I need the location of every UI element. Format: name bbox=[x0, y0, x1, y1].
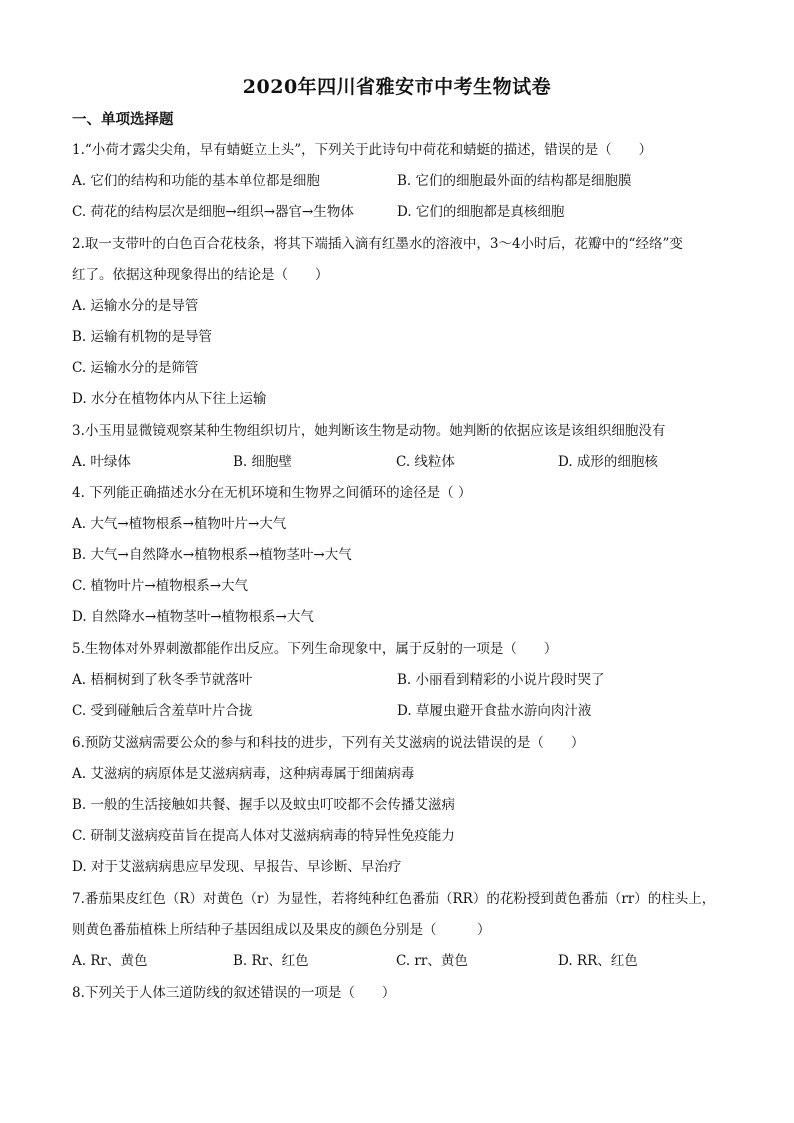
question-6-option-d: D. 对于艾滋病病患应早发现、早报告、早诊断、早治疗 bbox=[72, 859, 402, 875]
question-5-stem: 5.生物体对外界刺激都能作出反应。下列生命现象中，属于反射的一项是（ ） bbox=[72, 641, 558, 657]
page-title: 2020年四川省雅安市中考生物试卷 bbox=[242, 76, 552, 98]
question-7-stem-line-1: 7.番茄果皮红色（R）对黄色（r）为显性，若将纯种红色番茄（RR）的花粉授到黄色番茄（rr）的柱头上， bbox=[72, 891, 716, 907]
question-2-option-b: B. 运输有机物的是导管 bbox=[72, 329, 213, 345]
question-4-stem: 4. 下列能正确描述水分在无机环境和生物界之间循环的途径是（ ） bbox=[72, 485, 472, 501]
question-1-options-row-2 bbox=[72, 203, 732, 221]
question-3-option-d: D. 成形的细胞核 bbox=[558, 454, 658, 470]
question-2-option-c: C. 运输水分的是筛管 bbox=[72, 360, 199, 376]
question-4-option-c: C. 植物叶片→植物根系→大气 bbox=[72, 578, 249, 594]
question-5-option-c: C. 受到碰触后含羞草叶片合拢 bbox=[72, 703, 253, 719]
section-heading: 一、单项选择题 bbox=[72, 111, 174, 128]
question-1-option-a: A. 它们的结构和功能的基本单位都是细胞 bbox=[72, 173, 320, 189]
question-4-option-b: B. 大气→自然降水→植物根系→植物茎叶→大气 bbox=[72, 547, 352, 563]
question-1-option-c: C. 荷花的结构层次是细胞→组织→器官→生物体 bbox=[72, 204, 354, 220]
question-7-options-row bbox=[72, 952, 732, 970]
question-8-stem: 8.下列关于人体三道防线的叙述错误的一项是（ ） bbox=[72, 985, 396, 1001]
question-7-stem-line-2: 则黄色番茄植株上所结种子基因组成以及果皮的颜色分别是（ ） bbox=[72, 922, 491, 938]
question-4-option-a: A. 大气→植物根系→植物叶片→大气 bbox=[72, 516, 287, 532]
question-1-stem: 1.“小荷才露尖尖角，早有蜻蜓立上头”，下列关于此诗句中荷花和蜻蜓的描述，错误的是（ ） bbox=[72, 142, 653, 158]
question-6-option-b: B. 一般的生活接触如共餐、握手以及蚊虫叮咬都不会传播艾滋病 bbox=[72, 797, 456, 813]
question-3-option-c: C. 线粒体 bbox=[396, 454, 455, 470]
question-5-options-row-2 bbox=[72, 702, 732, 720]
question-2-option-a: A. 运输水分的是导管 bbox=[72, 298, 199, 314]
question-1-options-row-1 bbox=[72, 172, 732, 190]
question-7-option-b: B. Rr、红色 bbox=[233, 953, 309, 969]
question-5-option-a: A. 梧桐树到了秋冬季节就落叶 bbox=[72, 672, 253, 688]
question-1-option-b: B. 它们的细胞最外面的结构都是细胞膜 bbox=[397, 173, 632, 189]
question-3-options-row bbox=[72, 453, 732, 471]
question-5-option-d: D. 草履虫避开食盐水游向肉汁液 bbox=[397, 703, 592, 719]
question-6-stem: 6.预防艾滋病需要公众的参与和科技的进步，下列有关艾滋病的说法错误的是（ ） bbox=[72, 735, 585, 751]
question-6-option-c: C. 研制艾滋病疫苗旨在提高人体对艾滋病病毒的特异性免疫能力 bbox=[72, 828, 455, 844]
question-2-option-d: D. 水分在植物体内从下往上运输 bbox=[72, 391, 267, 407]
question-3-option-a: A. 叶绿体 bbox=[72, 454, 131, 470]
question-4-option-d: D. 自然降水→植物茎叶→植物根系→大气 bbox=[72, 609, 314, 625]
question-5-options-row-1 bbox=[72, 671, 732, 689]
question-7-option-a: A. Rr、黄色 bbox=[72, 953, 148, 969]
question-7-option-d: D. RR、红色 bbox=[558, 953, 638, 969]
question-1-option-d: D. 它们的细胞都是真核细胞 bbox=[397, 204, 565, 220]
question-3-option-b: B. 细胞壁 bbox=[233, 454, 293, 470]
question-2-stem-line-1: 2.取一支带叶的白色百合花枝条，将其下端插入滴有红墨水的溶液中，3～4小时后，花瓣中的“经络”变 bbox=[72, 236, 683, 252]
question-5-option-b: B. 小丽看到精彩的小说片段时哭了 bbox=[397, 672, 605, 688]
question-2-stem-line-2: 红了。依据这种现象得出的结论是（ ） bbox=[72, 267, 329, 283]
question-6-option-a: A. 艾滋病的病原体是艾滋病病毒，这种病毒属于细菌病毒 bbox=[72, 766, 415, 782]
question-3-stem: 3.小玉用显微镜观察某种生物组织切片，她判断该生物是动物。她判断的依据应该是该组织细胞没有 bbox=[72, 423, 666, 439]
question-7-option-c: C. rr、黄色 bbox=[396, 953, 468, 969]
